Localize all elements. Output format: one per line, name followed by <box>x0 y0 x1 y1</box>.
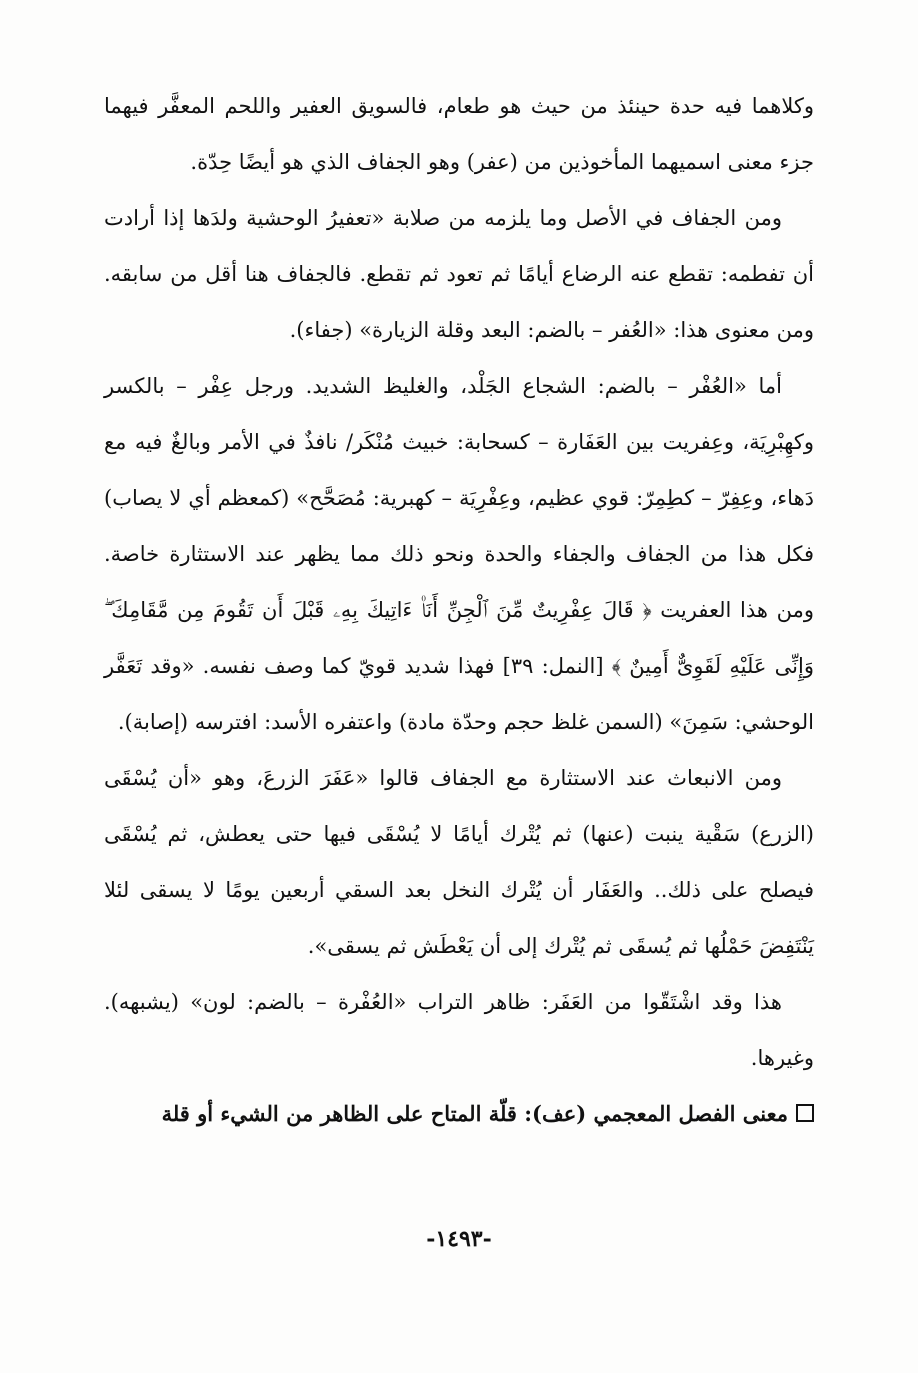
section-heading <box>104 1086 814 1142</box>
section-heading-text: معنى الفصل المعجمي (عف): قلّة المتاح على الظاهر من الشيء أو قلة <box>161 1101 788 1126</box>
checkbox-square-icon <box>796 1104 814 1122</box>
paragraph-2: ومن الجفاف في الأصل وما يلزمه من صلابة «تعفيرُ الوحشية ولدَها إذا أرادت أن تفطمه: تقطع عنه الرضاع أيامًا ثم تعود ثم تقطع. فالجفاف هنا أقل من سابقه. ومن معنوى هذا: «العُفر – بالضم: البعد وقلة الزيارة» (جفاء). <box>104 206 814 342</box>
paragraph-4: ومن الانبعاث عند الاستثارة مع الجفاف قالوا «عَفَرَ الزرعَ، وهو «أن يُسْقَى (الزرع) سَقْية ينبت (عنها) ثم يُتْرك أيامًا لا يُسْقَى فيها حتى يعطش، ثم يُسْقَى فيصلح على ذلك.. والعَفَار أن يُتْرك النخل بعد السقي أربعين يومًا لا يسقى لئلا يَنْتَفِضَ حَمْلُها ثم يُسقَى ثم يُتْرك إلى أن يَعْطَش ثم يسقى». <box>104 766 814 958</box>
paragraph-1: وكلاهما فيه حدة حينئذ من حيث هو طعام، فالسويق العفير واللحم المعفَّر فيهما جزء معنى اسميهما المأخوذين من (عفر) وهو الجفاف الذي هو أيضًا حِدّة. <box>104 94 814 174</box>
page-number: -١٤٩٣- <box>426 1226 492 1252</box>
paragraph-5: هذا وقد اشْتَقّوا من العَفَر: ظاهر التراب «العُفْرة – بالضم: لون» (يشبهه). وغيرها. <box>104 990 814 1070</box>
page-body-text <box>104 78 814 1142</box>
paragraph-3: أما «العُفْر – بالضم: الشجاع الجَلْد، والغليظ الشديد. ورجل عِفْر – بالكسر وكهِبْرِيَة، وعِفريت بين العَفَارة – كسحابة: خبيث مُنْكَر/ نافذٌ في الأمر وبالغٌ فيه مع دَهاء، وعِفِرّ – كطِمِرّ: قوي عظيم، وعِفْرِيَة – كهبرية: مُصَحَّح» (كمعظم أي لا يصاب) فكل هذا من الجفاف والجفاء والحدة ونحو ذلك مما يظهر عند الاستثارة خاصة. ومن هذا العفريت ﴿ قَالَ عِفْرِيتٌ مِّنَ ٱلْجِنِّ أَنَا۠ ءَاتِيكَ بِهِۦ قَبْلَ أَن تَقُومَ مِن مَّقَامِكَ ۖ وَإِنِّى عَلَيْهِ لَقَوِىٌّ أَمِينٌ ﴾ [النمل: ٣٩] فهذا شديد قويّ كما وصف نفسه. «وقد تَعَفَّر الوحشي: سَمِنَ» (السمن غلظ حجم وحدّة مادة) واعتفره الأسد: افترسه (إصابة). <box>104 374 814 734</box>
